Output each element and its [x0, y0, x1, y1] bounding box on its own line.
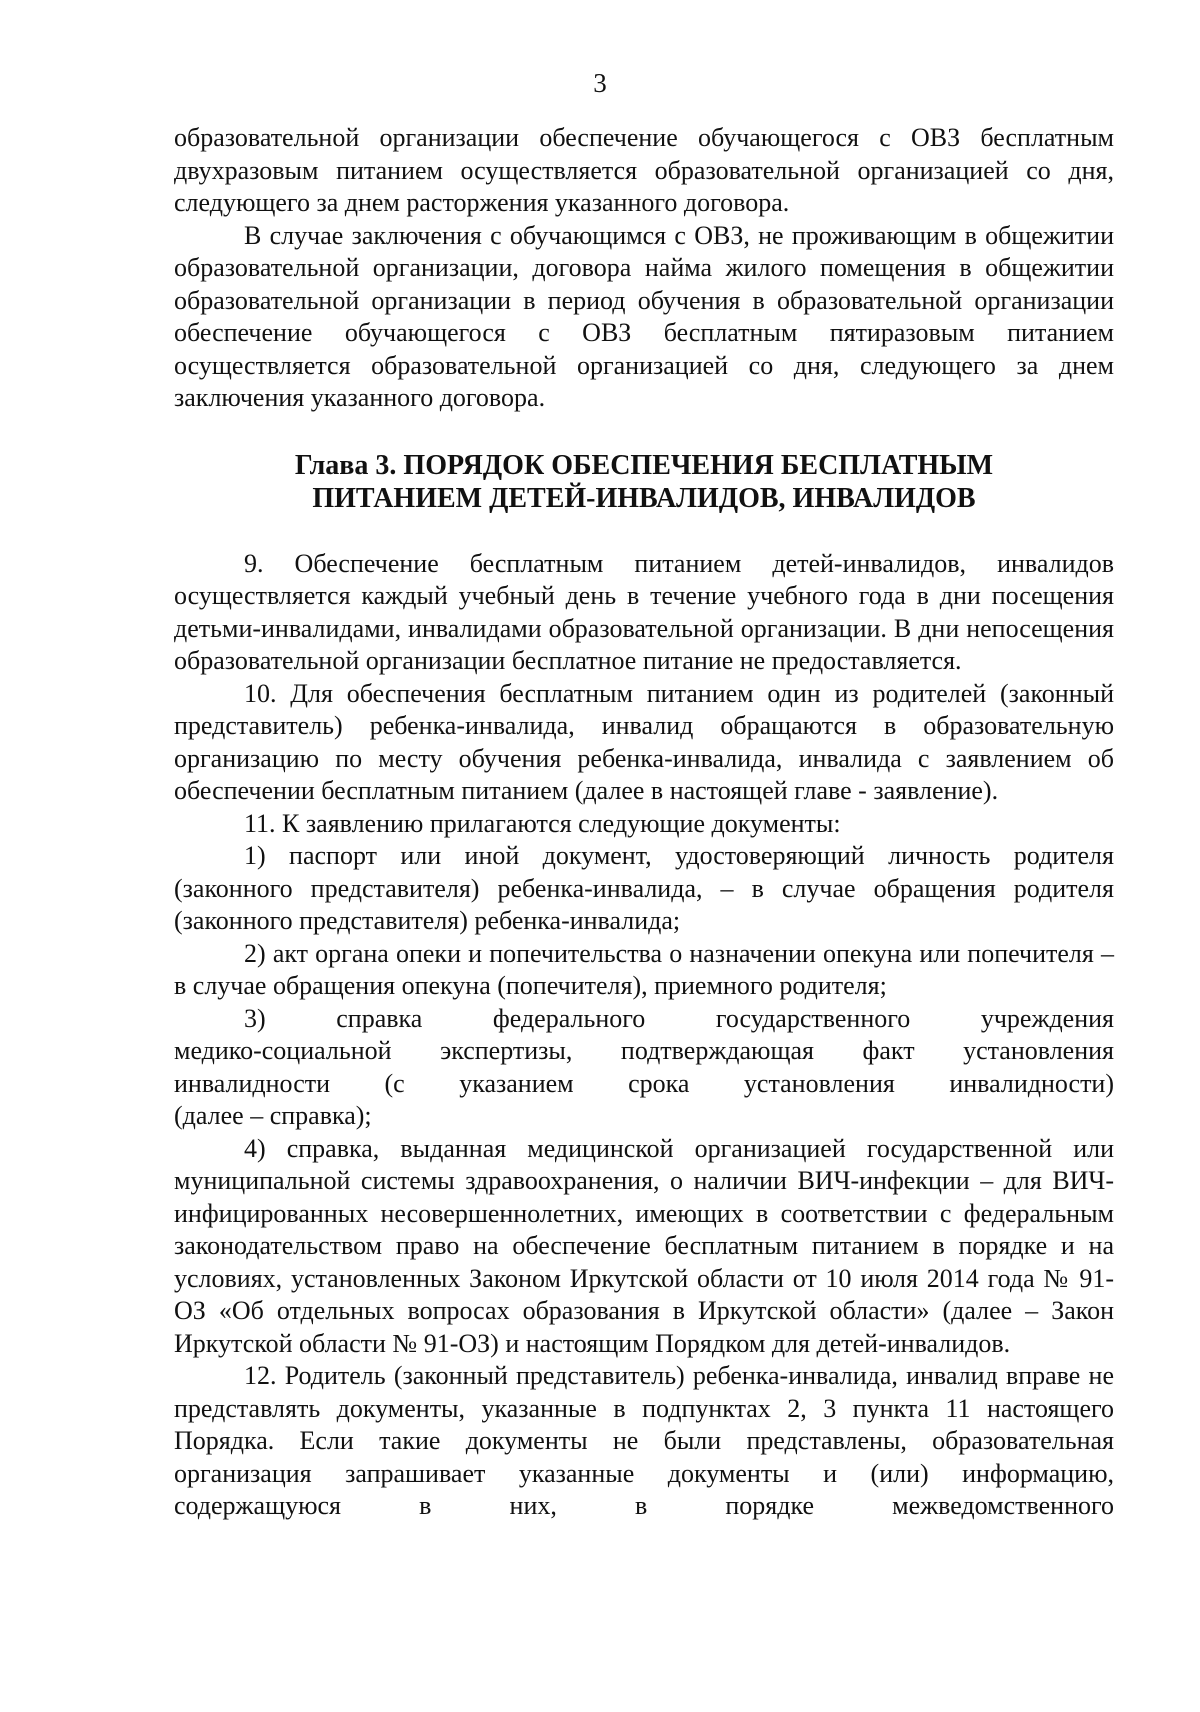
chapter-heading — [174, 449, 1114, 515]
subitem-3-line-4: (далее – справка); — [174, 1101, 372, 1130]
subitem-1: 1) паспорт или иной документ, удостоверяющий личность родителя (законного представителя) ребенка-инвалида, – в случае обращения родителя (законного представителя) ребенка-инвалида; — [174, 841, 1114, 935]
document-body — [174, 122, 1114, 1523]
subitem-4: 4) справка, выданная медицинской организацией государственной или муниципальной системы здравоохранения, о наличии ВИЧ-инфекции – для ВИЧ-инфицированных несовершеннолетних, имеющих в соответствии с федеральным законодательством право на обеспечение бесплатным питанием в порядке и на условиях, установленных Законом Иркутской области от 10 июля 2014 года № 91-ОЗ «Об отдельных вопросах образования в Иркутской области» (далее – Закон Иркутской области № 91-ОЗ) и настоящим Порядком для детей-инвалидов. — [174, 1133, 1114, 1358]
chapter-heading-line-2: ПИТАНИЕМ ДЕТЕЙ-ИНВАЛИДОВ, ИНВАЛИДОВ — [312, 482, 976, 514]
subitem-3-line-1: 3) справка федерального государственного учреждения — [244, 1003, 1114, 1033]
subitem-3-line-3: инвалидности (с указанием срока установления инвалидности) — [174, 1068, 1114, 1098]
paragraph-item-10: 10. Для обеспечения бесплатным питанием один из родителей (законный представитель) ребенка-инвалида, инвалид обращаются в образовательную организацию по месту обучения ребенка-инвалида, инвалида с заявлением об обеспечении бесплатным питанием (далее в настоящей главе - заявление). — [174, 678, 1114, 805]
paragraph-item-11: 11. К заявлению прилагаются следующие документы: — [244, 808, 841, 838]
subitem-3 — [174, 1003, 1114, 1133]
paragraph-item-12: 12. Родитель (законный представитель) ребенка-инвалида, инвалид вправе не представлять документы, указанные в подпунктах 2, 3 пункта 11 настоящего Порядка. Если такие документы не были представлены, образовательная организация запрашивает указанные документы и (или) информацию, содержащуюся в них, в порядке межведомственного — [174, 1361, 1114, 1520]
paragraph-dormitory-contract: В случае заключения с обучающимся с ОВЗ, не проживающим в общежитии образовательной организации, договора найма жилого помещения в общежитии образовательной организации в период обучения в образовательной организации обеспечение обучающегося с ОВЗ бесплатным пятиразовым питанием осуществляется образовательной организацией со дня, следующего за днем заключения указанного договора. — [174, 220, 1114, 412]
chapter-heading-line-1: Глава 3. ПОРЯДОК ОБЕСПЕЧЕНИЯ БЕСПЛАТНЫМ — [294, 449, 994, 481]
subitem-3-line-2: медико-социальной экспертизы, подтверждающая факт установления — [174, 1036, 1114, 1065]
subitem-2: 2) акт органа опеки и попечительства о назначении опекуна или попечителя – в случае обращения опекуна (попечителя), приемного родителя; — [174, 938, 1114, 1000]
paragraph-intro-continuation: образовательной организации обеспечение обучающегося с ОВЗ бесплатным двухразовым питанием осуществляется образовательной организацией со дня, следующего за днем расторжения указанного договора. — [174, 123, 1114, 217]
paragraph-item-9: 9. Обеспечение бесплатным питанием детей-инвалидов, инвалидов осуществляется каждый учебный день в течение учебного года в дни посещения детьми-инвалидами, инвалидами образовательной организации. В дни непосещения образовательной организации бесплатное питание не предоставляется. — [174, 548, 1114, 675]
page-number: 3 — [593, 68, 607, 98]
